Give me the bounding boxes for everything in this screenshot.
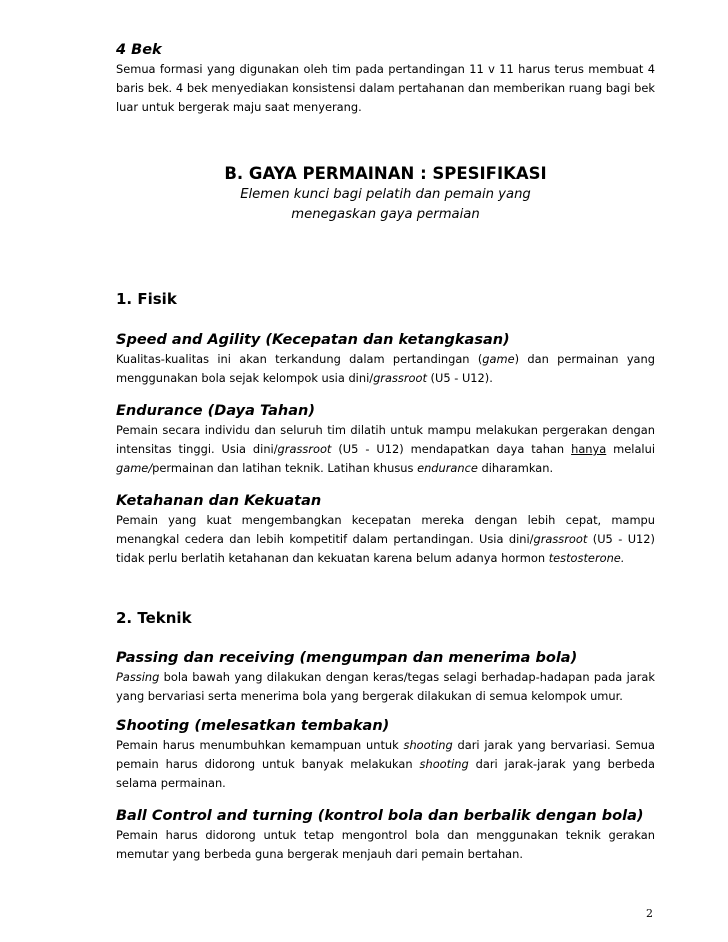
heading-4-bek: 4 Bek: [116, 42, 162, 58]
text: permainan dan latihan teknik. Latihan khusus: [152, 461, 418, 475]
text-italic: shooting: [403, 738, 453, 752]
section-heading-teknik: 2. Teknik: [116, 609, 192, 627]
chapter-title: B. GAYA PERMAINAN : SPESIFIKASI: [224, 164, 547, 183]
text: melalui: [606, 442, 655, 456]
text: dari jarak-jarak yang berbeda selama permainan.: [116, 757, 655, 790]
text-italic: shooting: [419, 757, 469, 771]
subsection-passing-receiving: [116, 648, 655, 706]
text-italic: grassroot: [533, 532, 588, 546]
heading-shooting: Shooting (melesatkan tembakan): [116, 718, 390, 734]
subsection-ketahanan-kekuatan: [116, 491, 655, 568]
heading-speed-agility: Speed and Agility (Kecepatan dan ketangkasan): [116, 332, 510, 348]
heading-passing-receiving: Passing dan receiving (mengumpan dan menerima bola): [116, 650, 578, 666]
text: Pemain yang kuat mengembangkan kecepatan mereka dengan lebih cepat, mampu menangkal cedera dan lebih kompetitif dalam pertandingan. Usia dini/: [116, 513, 655, 546]
text-italic: game/: [116, 461, 153, 475]
subsection-endurance: [116, 401, 655, 478]
section-fisik: [116, 289, 655, 309]
paragraph-4-bek: Semua formasi yang digunakan oleh tim pada pertandingan 11 v 11 harus terus membuat 4 baris bek. 4 bek menyediakan konsistensi dalam pertahanan dan memberikan ruang bagi bek luar untuk bergerak maju saat menyerang.: [116, 62, 655, 114]
chapter-subtitle-line-1: Elemen kunci bagi pelatih dan pemain yang: [240, 187, 531, 202]
paragraph-speed-agility: [116, 350, 655, 388]
text: (U5 - U12).: [426, 371, 493, 385]
paragraph-endurance: [116, 421, 655, 478]
section-4-bek: [116, 40, 655, 117]
subsection-speed-agility: [116, 330, 655, 388]
text-italic: Passing: [116, 670, 160, 684]
section-heading-fisik: 1. Fisik: [116, 290, 177, 308]
text: Pemain secara individu dan seluruh tim dilatih untuk mampu melakukan pergerakan dengan intensitas tinggi. Usia dini/: [116, 423, 655, 456]
heading-ball-control: Ball Control and turning (kontrol bola dan berbalik dengan bola): [116, 808, 644, 824]
section-teknik: [116, 608, 655, 628]
text-underlined: hanya: [571, 442, 607, 456]
text-italic: game: [482, 352, 515, 366]
text: diharamkan.: [477, 461, 554, 475]
text: (U5 - U12) tidak perlu berlatih ketahanan dan kekuatan karena belum adanya hormon: [116, 532, 655, 565]
text-italic: endurance: [417, 461, 478, 475]
page-number: 2: [646, 907, 653, 920]
text: Kualitas-kualitas ini akan terkandung dalam pertandingan (: [116, 352, 483, 366]
text-italic: grassroot: [277, 442, 332, 456]
text-italic: testosterone.: [548, 551, 625, 565]
subsection-shooting: [116, 716, 655, 793]
chapter-subtitle-line-2: menegaskan gaya permaian: [291, 207, 480, 222]
heading-endurance: Endurance (Daya Tahan): [116, 403, 315, 419]
paragraph-shooting: [116, 736, 655, 793]
paragraph-passing-receiving: [116, 668, 655, 706]
text: Pemain harus menumbuhkan kemampuan untuk: [116, 738, 404, 752]
subsection-ball-control: [116, 806, 655, 864]
text: dari jarak yang bervariasi. Semua pemain harus didorong untuk banyak melakukan: [116, 738, 655, 771]
text: ) dan permainan yang menggunakan bola sejak kelompok usia dini/: [116, 352, 655, 385]
chapter-title-block: [116, 163, 655, 225]
heading-ketahanan-kekuatan: Ketahanan dan Kekuatan: [116, 493, 322, 509]
paragraph-ketahanan-kekuatan: [116, 511, 655, 568]
text: bola bawah yang dilakukan dengan keras/tegas selagi berhadap-hadapan pada jarak yang bervariasi serta menerima bola yang bergerak dilakukan di semua kelompok umur.: [116, 670, 655, 703]
text-italic: grassroot: [373, 371, 427, 385]
text: (U5 - U12) mendapatkan daya tahan: [331, 442, 572, 456]
paragraph-ball-control: Pemain harus didorong untuk tetap mengontrol bola dan menggunakan teknik gerakan memutar yang berbeda guna bergerak menjauh dari pemain bertahan.: [116, 828, 655, 861]
